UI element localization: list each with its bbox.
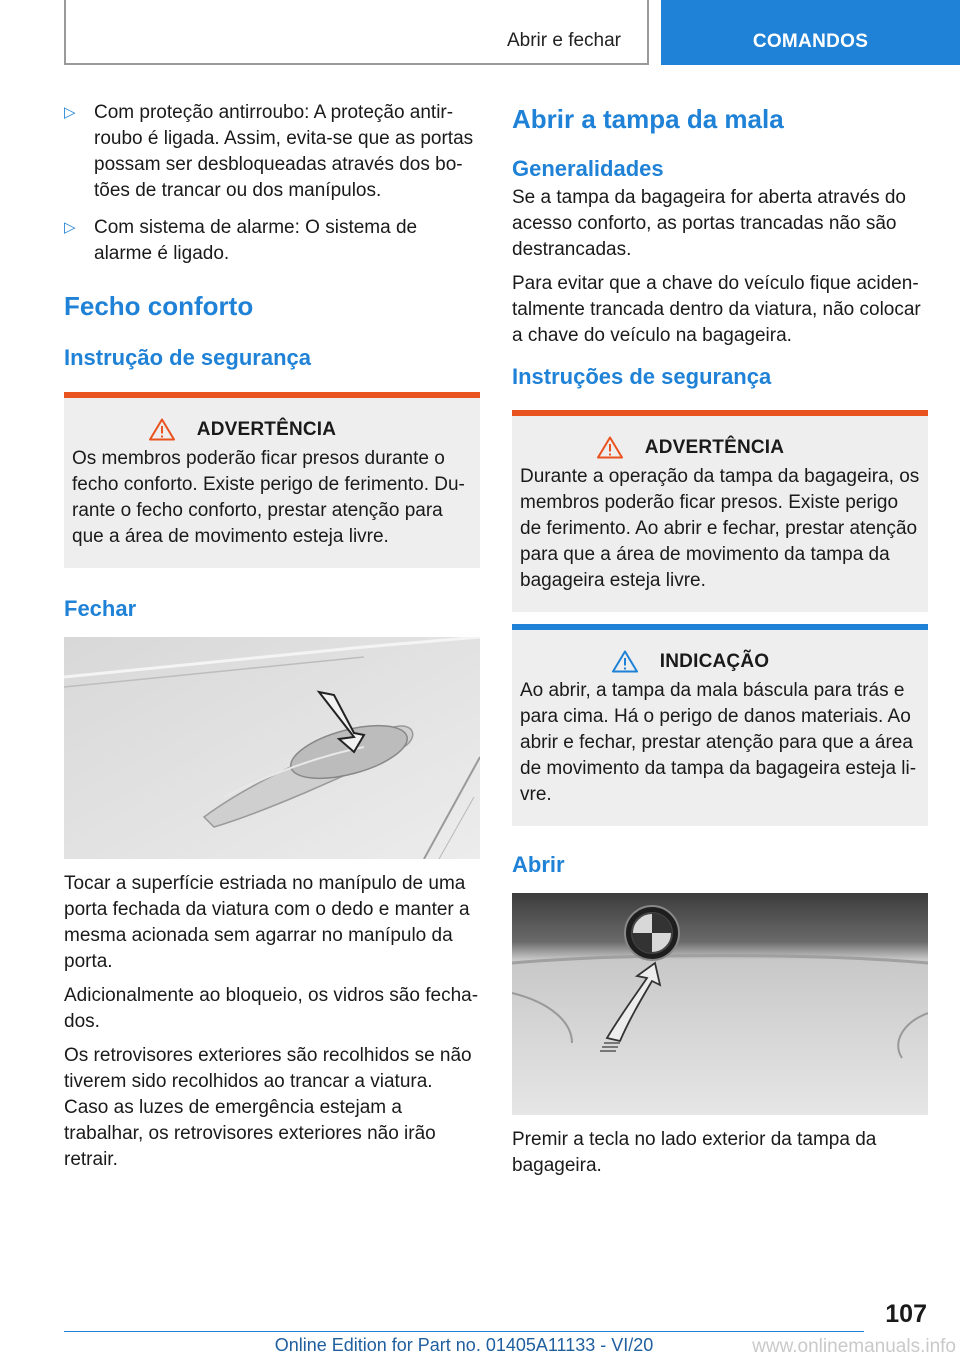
heading-fechar: Fechar <box>64 596 137 621</box>
warning-triangle-icon <box>612 650 638 673</box>
list-item <box>64 215 480 267</box>
section-title: Abrir e fechar <box>506 30 621 51</box>
warning-triangle-icon <box>149 418 175 441</box>
list-item-text: Com sistema de alarme: O sistema de alarme é ligado. <box>94 217 418 264</box>
warning-box <box>512 410 928 612</box>
warning-header <box>72 418 473 441</box>
warning-triangle-icon <box>597 436 623 459</box>
notice-header <box>520 650 921 673</box>
warning-text: Os membros poderão ficar presos durante o fecho conforto. Existe perigo de ferimento. Durante o fecho conforto, prestar atenção para que a área de movimento esteja livre. <box>72 448 465 547</box>
door-handle-illustration <box>64 637 480 859</box>
notice-title: INDICAÇÃO <box>659 650 770 672</box>
warning-box <box>64 392 480 568</box>
warning-title: ADVERTÊNCIA <box>644 436 785 458</box>
notice-box <box>512 624 928 826</box>
bullet-list <box>64 100 480 267</box>
trunk-button-illustration <box>512 893 928 1115</box>
heading-fecho-conforto: Fecho conforto <box>64 291 254 321</box>
paragraph: Os retrovisores exteriores são recolhidos se não tiverem sido recolhidos ao trancar a viatura. Caso as luzes de emergência estejam a trabalhar, os retrovisores exteriores não irão retrair. <box>64 1045 472 1170</box>
chapter-tab <box>661 0 960 65</box>
footer-divider <box>64 1331 864 1332</box>
footer-edition-text: Online Edition for Part no. 01405A11133 - VI/20 <box>274 1335 654 1355</box>
list-item-text: Com proteção antirroubo: A proteção antirroubo é ligada. Assim, evita-se que as portas possam ser desbloqueadas através dos botões de trancar ou dos manípulos. <box>94 102 474 201</box>
paragraph: Se a tampa da bagageira for aberta através do acesso conforto, as portas trancadas não são destrancadas. <box>512 187 906 260</box>
heading-instrucao-seguranca: Instrução de segurança <box>64 345 311 370</box>
heading-generalidades: Generalidades <box>512 156 664 181</box>
paragraph: Adicionalmente ao bloqueio, os vidros são fechados. <box>64 985 479 1032</box>
page-number: 107 <box>885 1300 927 1328</box>
warning-title: ADVERTÊNCIA <box>196 418 337 440</box>
watermark: www.onlinemanuals.info <box>752 1336 956 1357</box>
list-item <box>64 100 480 204</box>
warning-header <box>520 436 921 459</box>
heading-abrir: Abrir <box>512 852 565 877</box>
bullet-arrow-icon: ▷ <box>64 219 76 236</box>
header-box <box>64 0 649 65</box>
paragraph: Premir a tecla no lado exterior da tampa da bagageira. <box>512 1129 877 1176</box>
heading-instrucoes-seguranca: Instruções de segurança <box>512 364 772 389</box>
paragraph: Para evitar que a chave do veículo fique acidentalmente trancada dentro da viatura, não colocar a chave do veículo na bagageira. <box>512 273 921 346</box>
heading-abrir-tampa-mala: Abrir a tampa da mala <box>512 104 784 134</box>
left-column <box>64 100 480 1181</box>
right-column <box>512 100 928 1187</box>
chapter-tab-label: COMANDOS <box>752 31 869 52</box>
warning-text: Durante a operação da tampa da bagageira, os membros poderão ficar presos. Existe perigo de ferimento. Ao abrir e fechar, prestar atenção para que a área de movimento da tampa da bagageira esteja livre. <box>520 466 920 591</box>
bullet-arrow-icon: ▷ <box>64 104 76 121</box>
notice-text: Ao abrir, a tampa da mala báscula para trás e para cima. Há o perigo de danos materiais. Ao abrir e fechar, prestar atenção para que a área de movimento da tampa da bagageira esteja livre. <box>520 680 917 805</box>
paragraph: Tocar a superfície estriada no manípulo de uma porta fechada da viatura com o dedo e manter a mesma acionada sem agarrar no manípulo da porta. <box>64 873 470 972</box>
